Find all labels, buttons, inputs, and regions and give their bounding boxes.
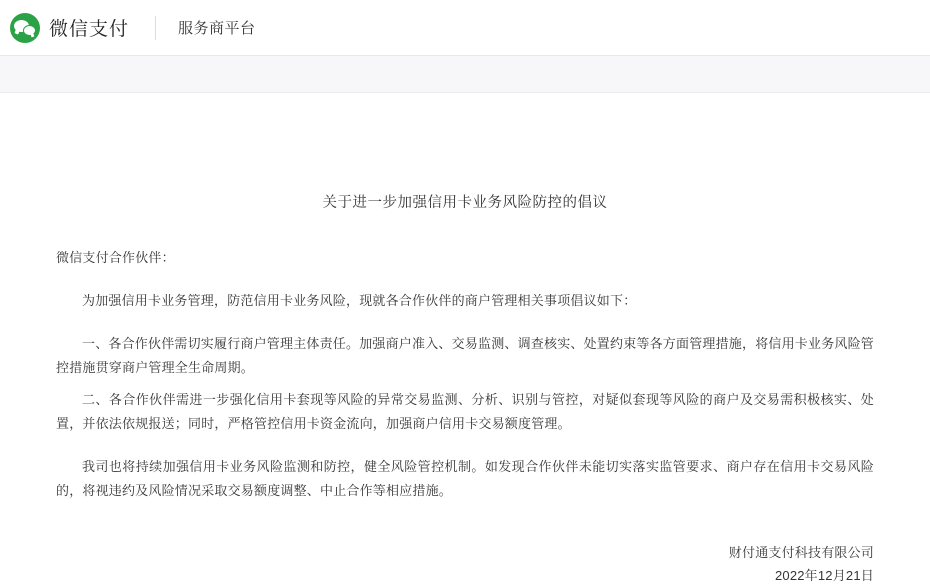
document-signature xyxy=(56,541,874,587)
wechat-pay-logo-icon xyxy=(10,13,40,43)
document-paragraph-1: 为加强信用卡业务管理，防范信用卡业务风险，现就各合作伙伴的商户管理相关事项倡议如下： xyxy=(82,293,637,308)
document-paragraph-2: 一、各合作伙伴需切实履行商户管理主体责任。加强商户准入、交易监测、调查核实、处置约束等各方面管理措施，将信用卡业务风险管控措施贯穿商户管理全生命周期。 xyxy=(56,336,875,375)
document-paragraph-3: 二、各合作伙伴需进一步强化信用卡套现等风险的异常交易监测、分析、识别与管控，对疑似套现等风险的商户及交易需积极核实、处置，并依法依规报送；同时，严格管控信用卡资金流向，加强商户信用卡交易额度管理。 xyxy=(56,392,874,431)
document-paragraph-4: 我司也将持续加强信用卡业务风险监测和防控，健全风险管控机制。如发现合作伙伴未能切实落实监管要求、商户存在信用卡交易风险的，将视违约及风险情况采取交易额度调整、中止合作等相应措施。 xyxy=(56,459,874,498)
app-header xyxy=(0,0,930,55)
document-title: 关于进一步加强信用卡业务风险防控的倡议 xyxy=(322,195,608,211)
platform-name: 服务商平台 xyxy=(178,20,256,37)
signature-date: 2022年12月21日 xyxy=(774,568,874,583)
document-salutation: 微信支付合作伙伴： xyxy=(56,250,175,265)
document-body xyxy=(0,191,930,587)
brand[interactable] xyxy=(8,13,129,43)
signature-company: 财付通支付科技有限公司 xyxy=(728,545,874,560)
brand-name: 微信支付 xyxy=(49,19,130,40)
header-band xyxy=(0,56,930,93)
header-divider xyxy=(155,16,156,40)
